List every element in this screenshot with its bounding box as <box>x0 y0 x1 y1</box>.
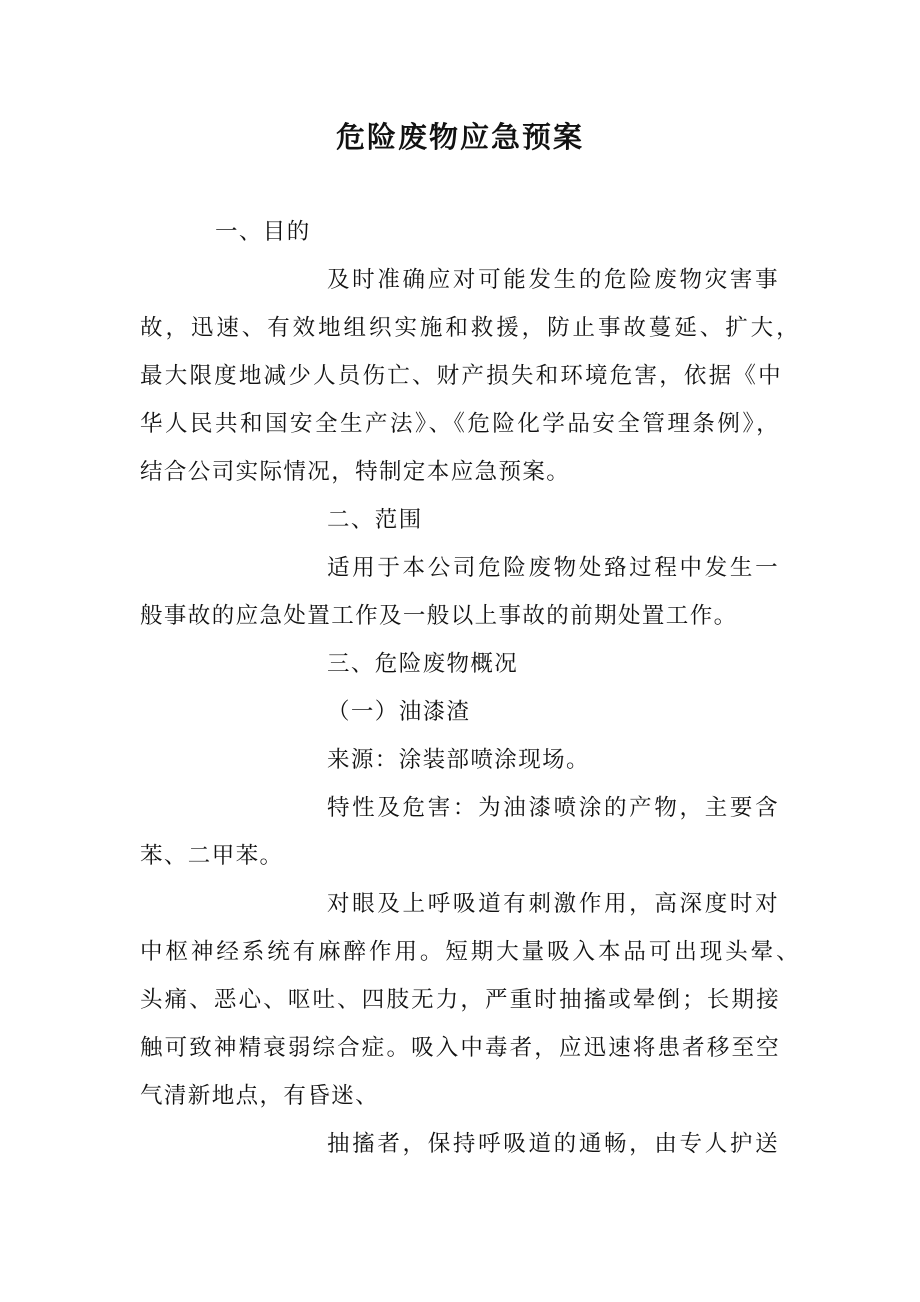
paragraph-line: 适用于本公司危险废物处臵过程中发生一 <box>327 555 779 581</box>
paragraph-line: 苯、二甲苯。 <box>140 843 284 869</box>
paragraph-line: 般事故的应急处置工作及一般以上事故的前期处置工作。 <box>140 603 738 629</box>
paragraph-line: 抽搐者，保持呼吸道的通畅，由专人护送 <box>327 1131 779 1157</box>
paragraph-line: 结合公司实际情况，特制定本应急预案。 <box>140 459 571 485</box>
paragraph-line: 最大限度地减少人员伤亡、财产损失和环境危害，依据《中 <box>140 363 782 389</box>
section-heading-scope: 二、范围 <box>327 507 423 533</box>
paragraph-line: 华人民共和国安全生产法》、《危险化学品安全管理条例》， <box>140 411 780 437</box>
paragraph-line: 特性及危害：为油漆喷涂的产物，主要含 <box>327 795 779 821</box>
paragraph-line: 头痛、恶心、呕吐、四肢无力，严重时抽搐或晕倒；长期接 <box>140 987 780 1013</box>
section-heading-overview: 三、危险废物概况 <box>327 651 519 677</box>
subsection-heading-paint-residue: （一）油漆渣 <box>327 699 471 725</box>
paragraph-line: 触可致神精衰弱综合症。吸入中毒者，应迅速将患者移至空 <box>140 1035 780 1061</box>
paragraph-line: 故，迅速、有效地组织实施和救援，防止事故蔓延、扩大， <box>140 315 800 341</box>
paragraph-line: 来源：涂装部喷涂现场。 <box>327 747 590 773</box>
paragraph-line: 对眼及上呼吸道有刺激作用，高深度时对 <box>327 891 779 917</box>
section-heading-purpose: 一、目的 <box>215 219 311 245</box>
paragraph-line: 中枢神经系统有麻醉作用。短期大量吸入本品可出现头晕、 <box>140 939 800 965</box>
document-title: 危险废物应急预案 <box>335 120 584 154</box>
paragraph-line: 及时准确应对可能发生的危险废物灾害事 <box>327 267 779 293</box>
paragraph-line: 气清新地点，有昏迷、 <box>140 1083 380 1109</box>
